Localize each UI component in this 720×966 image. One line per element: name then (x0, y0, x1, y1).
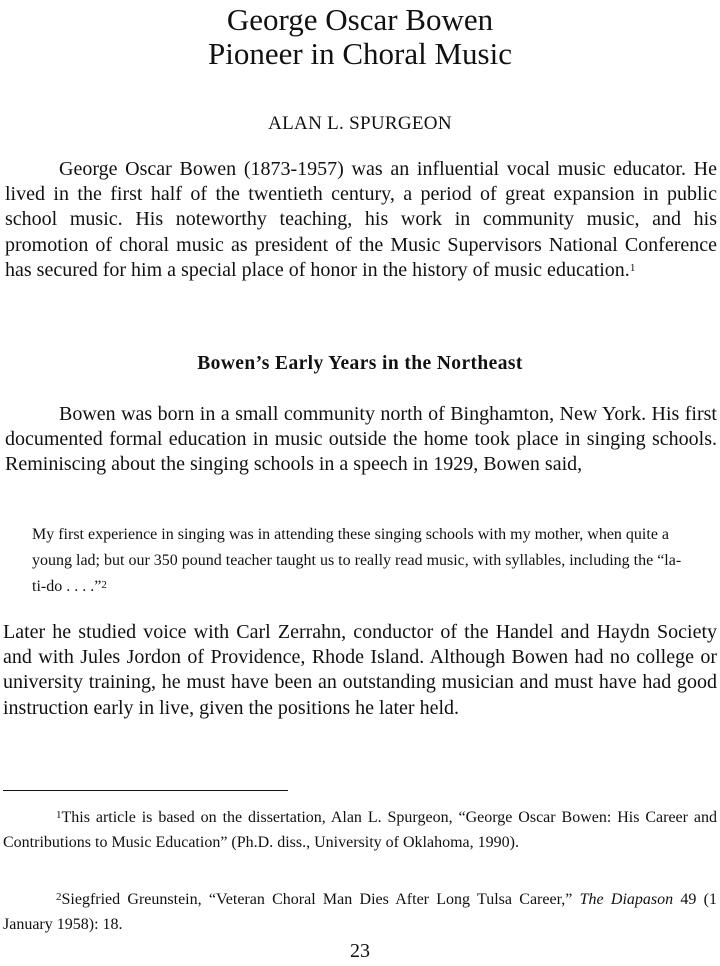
intro-paragraph-text: George Oscar Bowen (1873-1957) was an influential vocal music educator. He lived in the first half of the twentieth century, a period of great expansion in public school music. His noteworthy teaching, his work in community music, and his promotion of choral music as president of the Music Supervisors National Conference has secured for him a special place of honor in the history of music education. (5, 158, 717, 281)
footnote-1-mark: 1 (56, 809, 62, 821)
training-paragraph: Later he studied voice with Carl Zerrahn, conductor of the Handel and Haydn Society and with Jules Jordon of Providence, Rhode Island. Although Bowen had no college or university training, he must have been an outstanding musician and must have had good instruction early in live, given the positions he later held. (3, 621, 717, 719)
page-number: 23 (350, 940, 370, 962)
author-name: ALAN L. SPURGEON (268, 113, 452, 134)
footnote-2 (3, 887, 717, 937)
block-quote-text: My first experience in singing was in attending these singing schools with my mother, when quite a young lad; but our 350 pound teacher taught us to really read music, with syllables, including the “la-ti-do . . . .” (32, 526, 682, 596)
block-quote (32, 522, 692, 601)
article-title-line-2: Pioneer in Choral Music (208, 36, 512, 71)
footnote-2-mark: 2 (56, 891, 62, 903)
footnote-2-text-after: 49 (1 January 1958): 18. (3, 891, 718, 933)
article-title-line-1: George Oscar Bowen (226, 2, 494, 37)
intro-paragraph (5, 157, 717, 283)
footnote-ref-1[interactable]: 1 (629, 261, 636, 274)
early-years-paragraph: Bowen was born in a small community north of Binghamton, New York. His first documented formal education in music outside the home took place in singing schools. Reminiscing about the singing schools in a speech in 1929, Bowen said, (5, 403, 717, 476)
footnote-2-text-before: Siegfried Greunstein, “Veteran Choral Man Dies After Long Tulsa Career,” (61, 891, 580, 908)
footnote-2-journal: The Diapason (579, 891, 674, 908)
footnote-1-text: This article is based on the dissertation, Alan L. Spurgeon, “George Oscar Bowen: His Career and Contributions to Music Education” (Ph.D. diss., University of Oklahoma, 1990). (3, 809, 717, 851)
section-heading: Bowen’s Early Years in the Northeast (197, 353, 523, 374)
footnote-ref-2[interactable]: 2 (101, 579, 107, 592)
footnote-divider (3, 790, 288, 791)
footnote-1 (3, 805, 717, 855)
